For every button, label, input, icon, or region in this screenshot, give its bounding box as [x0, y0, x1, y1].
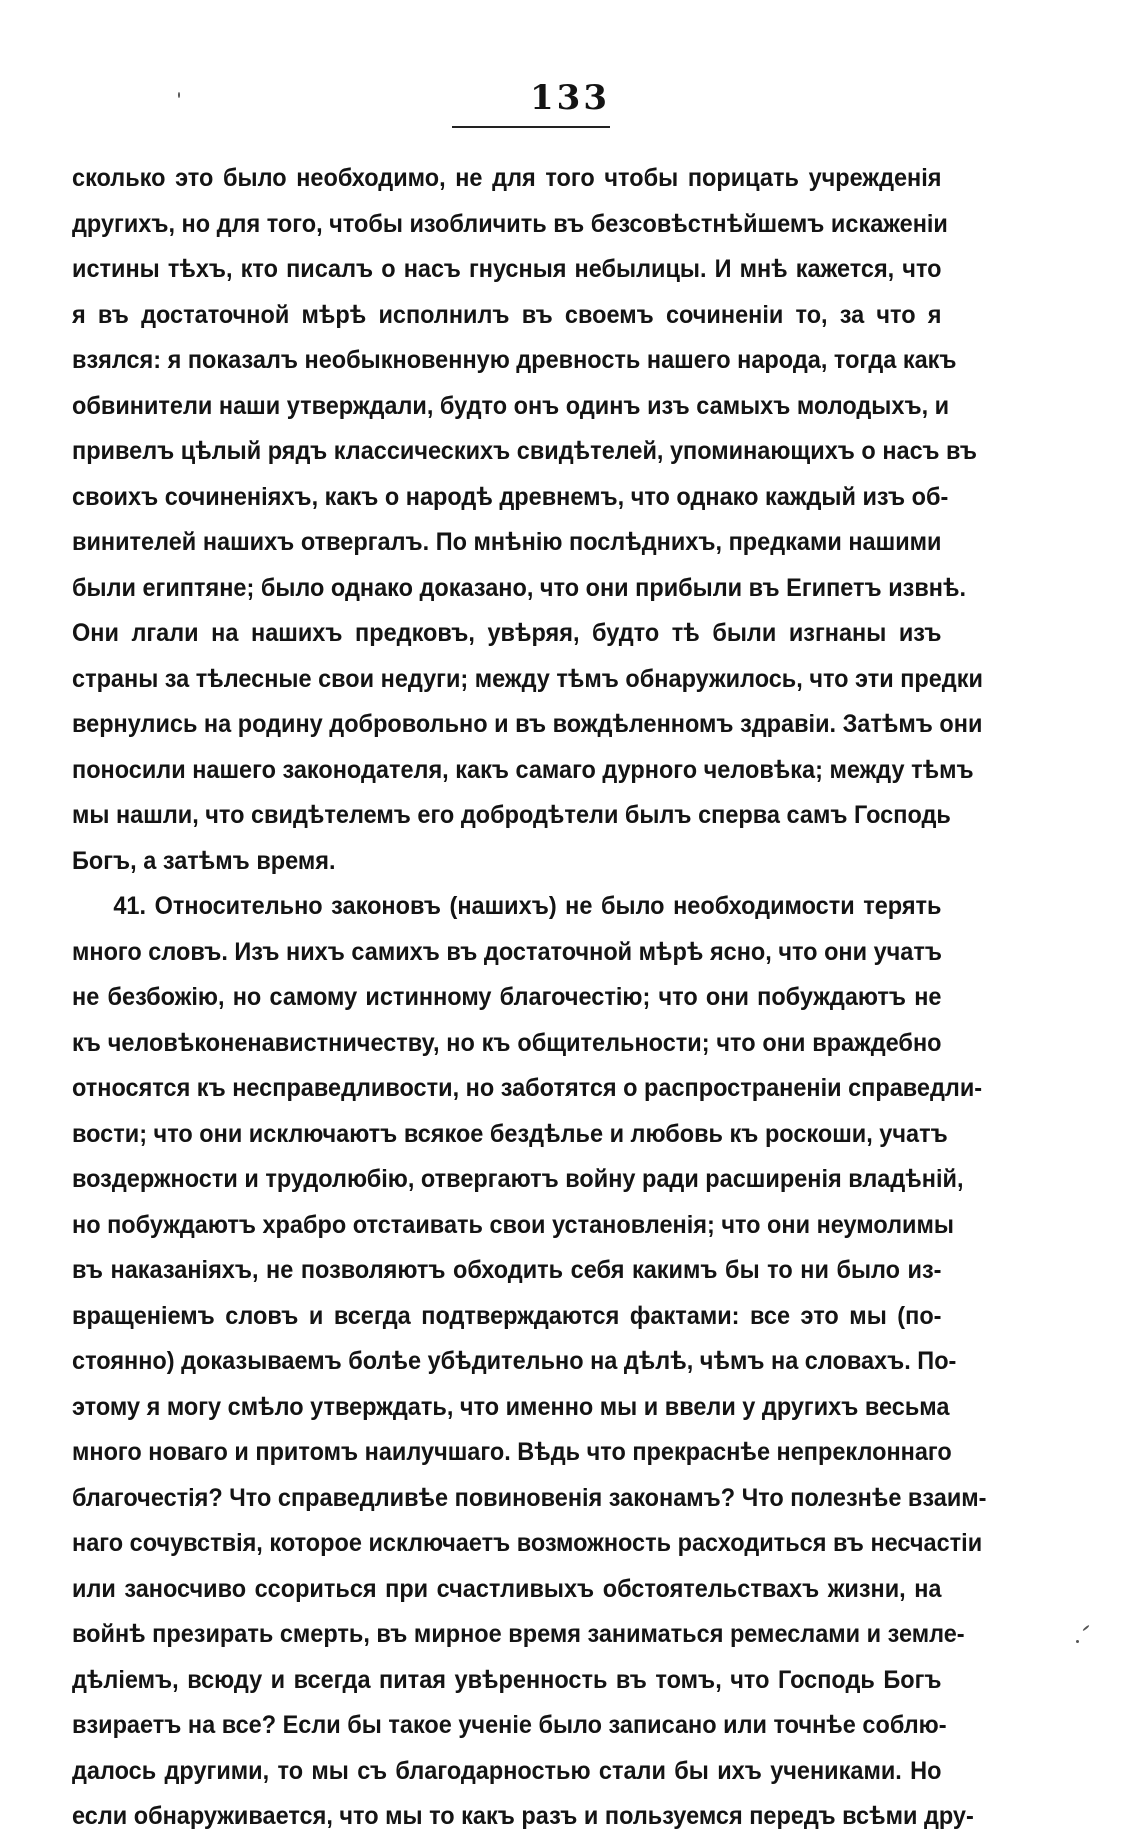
text-line: страны за тѣлесные свои недуги; между тѣмъ обнаружилось, что эти предки — [72, 664, 983, 693]
text-line: я въ достаточной мѣрѣ исполнилъ въ своемъ сочиненіи то, за что я — [72, 300, 942, 329]
paper-speck — [1076, 1640, 1079, 1643]
text-line: много новаго и притомъ наилучшаго. Вѣдь что прекраснѣе непреклоннаго — [72, 1438, 952, 1466]
text-line: были египтяне; было однако доказано, что они прибыли въ Египетъ извнѣ. — [72, 573, 967, 602]
paper-speck — [1082, 1625, 1089, 1632]
text-line: Относительно законовъ (нашихъ) не было необходимости терять — [154, 892, 942, 920]
text-line: взялся: я показалъ необыкновенную древность нашего народа, тогда какъ — [72, 346, 957, 374]
text-line: своихъ сочиненіяхъ, какъ о народѣ древнемъ, что однако каждый изъ об- — [72, 482, 949, 511]
text-line: вости; что они исключаютъ всякое бездѣлье и любовь къ роскоши, учатъ — [72, 1119, 948, 1148]
text-line: Они лгали на нашихъ предковъ, увѣряя, будто тѣ были изгнаны изъ — [72, 619, 942, 647]
paragraph-2 — [72, 884, 987, 1840]
text-line: дѣліемъ, всюду и всегда питая увѣренность въ томъ, что Господь Богъ — [72, 1665, 942, 1694]
text-line: этому я могу смѣло утверждать, что именно мы и ввели у другихъ весьма — [72, 1392, 950, 1421]
header-rule — [452, 126, 610, 128]
text-line: наго сочувствія, которое исключаетъ возможность расходиться въ несчастіи — [72, 1529, 983, 1557]
text-line: мы нашли, что свидѣтелемъ его добродѣтели былъ сперва самъ Господь — [72, 801, 951, 829]
text-line: но побуждаютъ храбро отстаивать свои установленія; что они неумолимы — [72, 1210, 954, 1239]
text-line: стоянно) доказываемъ болѣе убѣдительно на дѣлѣ, чѣмъ на словахъ. По- — [72, 1347, 957, 1375]
text-line: другихъ, но для того, чтобы изобличить въ безсовѣстнѣйшемъ искаженіи — [72, 209, 948, 238]
text-line: взираетъ на все? Если бы такое ученіе было записано или точнѣе соблю- — [72, 1711, 947, 1739]
text-line: не безбожію, но самому истинному благочестію; что они побуждаютъ не — [72, 983, 942, 1011]
text-line: вернулись на родину добровольно и въ вождѣленномъ здравіи. Затѣмъ они — [72, 710, 983, 738]
text-line: Богъ, а затѣмъ время. — [72, 846, 336, 875]
text-line: много словъ. Изъ нихъ самихъ въ достаточной мѣрѣ ясно, что они учатъ — [72, 937, 943, 966]
page-number: 133 — [530, 78, 610, 118]
page-body — [72, 156, 987, 1840]
text-line: поносили нашего законодателя, какъ самаго дурного человѣка; между тѣмъ — [72, 755, 974, 784]
section-first-line — [72, 884, 942, 930]
paragraph-1 — [72, 156, 983, 884]
text-line: истины тѣхъ, кто писалъ о насъ гнусныя небылицы. И мнѣ кажется, что — [72, 255, 942, 283]
text-line: обвинители наши утверждали, будто онъ одинъ изъ самыхъ молодыхъ, и — [72, 391, 950, 420]
text-line: къ человѣконенавистничеству, но къ общительности; что они враждебно — [72, 1028, 942, 1057]
paper-speck — [178, 92, 180, 98]
text-line: далось другими, то мы съ благодарностью стали бы ихъ учениками. Но — [72, 1756, 942, 1785]
text-line: сколько это было необходимо, не для того чтобы порицать учрежденія — [72, 164, 942, 192]
text-line: въ наказаніяхъ, не позволяютъ обходить себя какимъ бы то ни было из- — [72, 1256, 942, 1284]
text-line: благочестія? Что справедливѣе повиновенія законамъ? Что полезнѣе взаим- — [72, 1483, 987, 1512]
section-number: 41. — [113, 892, 147, 920]
text-line: воздержности и трудолюбію, отвергаютъ войну ради расширенія владѣній, — [72, 1165, 964, 1193]
text-line: войнѣ презирать смерть, въ мирное время заниматься ремеслами и земле- — [72, 1620, 965, 1648]
text-line: винителей нашихъ отвергалъ. По мнѣнію послѣднихъ, предками нашими — [72, 528, 942, 556]
text-line: вращеніемъ словъ и всегда подтверждаются фактами: все это мы (по- — [72, 1301, 942, 1330]
text-line: относятся къ несправедливости, но заботятся о распространеніи справедли- — [72, 1074, 983, 1102]
text-line: или заносчиво ссориться при счастливыхъ обстоятельствахъ жизни, на — [72, 1574, 942, 1603]
text-line: привелъ цѣлый рядъ классическихъ свидѣтелей, упоминающихъ о насъ въ — [72, 437, 977, 465]
text-line: если обнаруживается, что мы то какъ разъ и пользуемся передъ всѣми дру- — [72, 1802, 974, 1830]
